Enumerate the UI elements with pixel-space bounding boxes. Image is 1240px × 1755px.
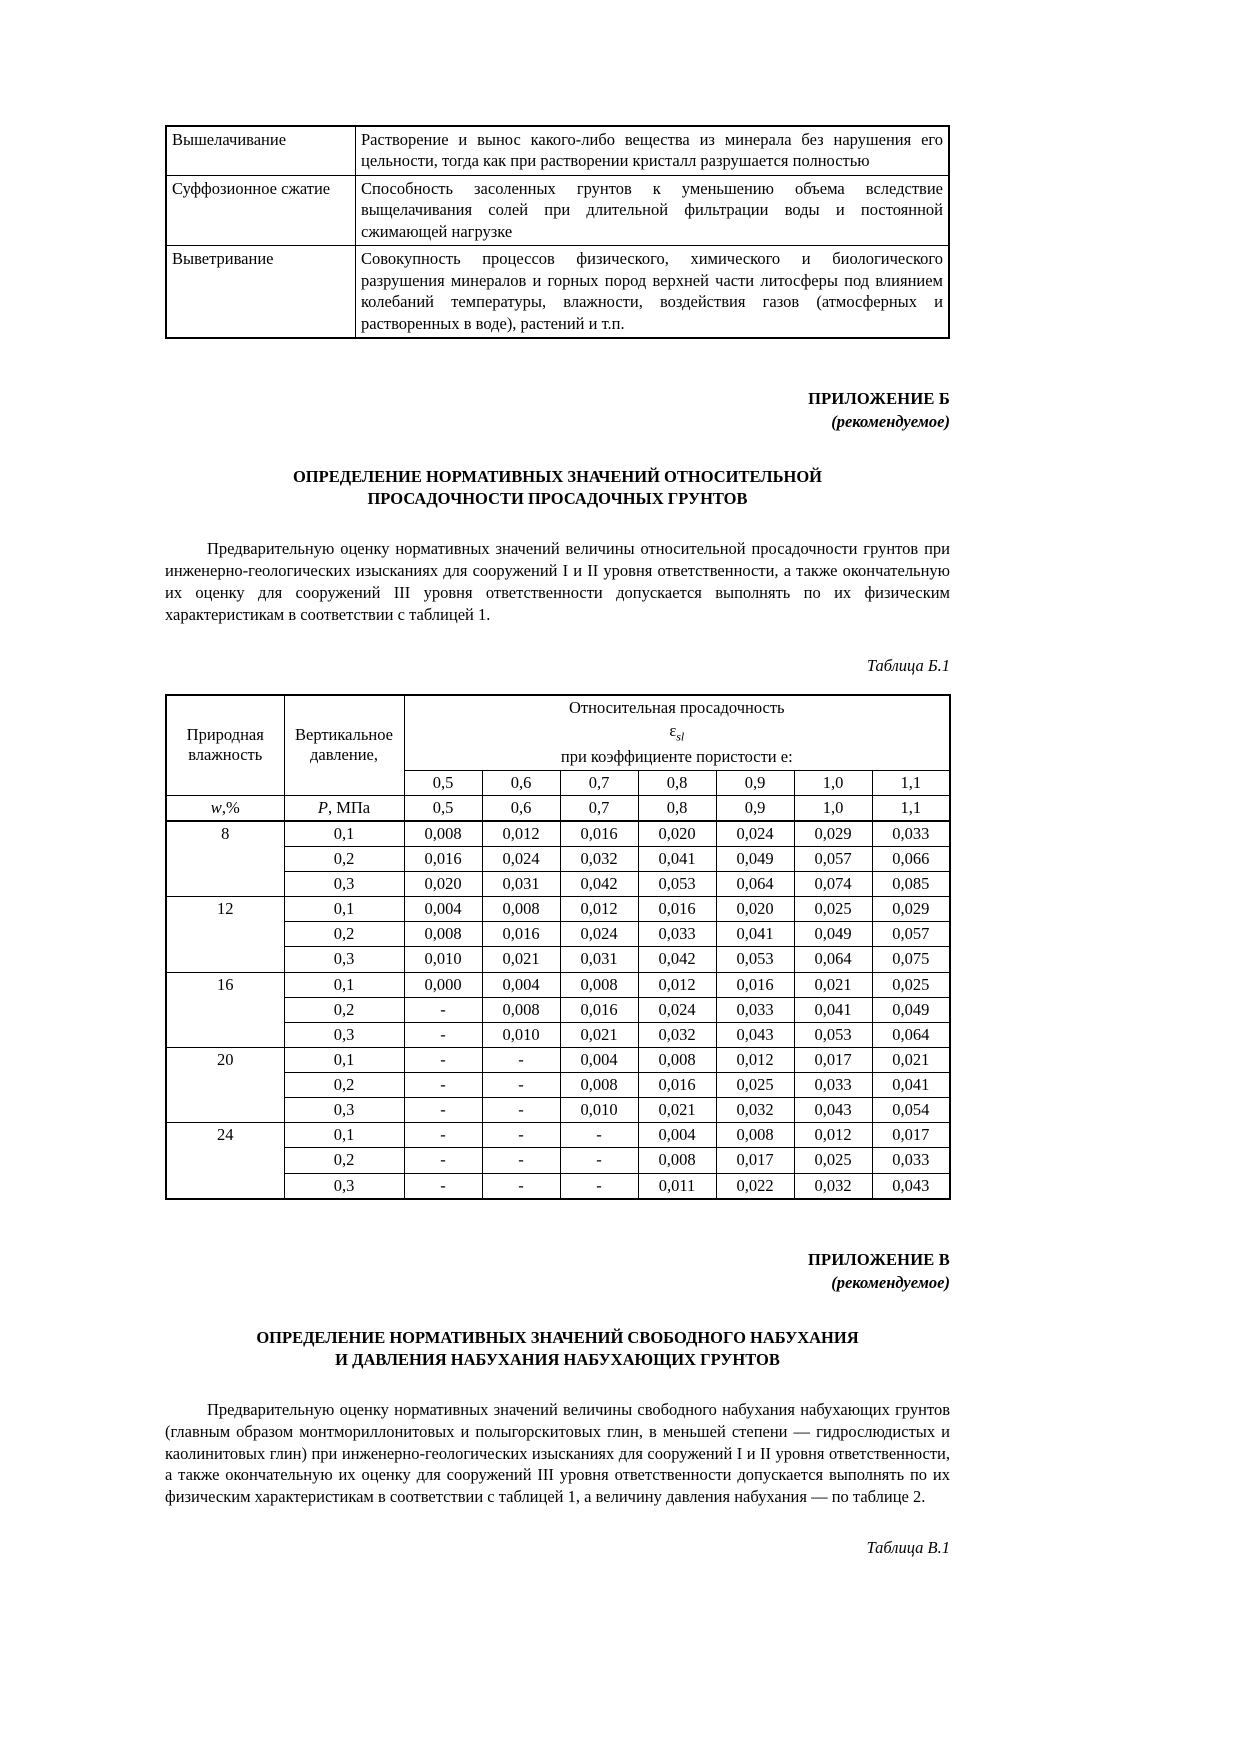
cell-subsidence-value: 0,049 — [716, 846, 794, 871]
cell-pressure: 0,1 — [284, 821, 404, 847]
cell-subsidence-value: 0,033 — [872, 821, 950, 847]
cell-pressure: 0,1 — [284, 972, 404, 997]
cell-subsidence-value: 0,020 — [638, 821, 716, 847]
cell-subsidence-value: 0,004 — [638, 1123, 716, 1148]
header-e-value: 0,6 — [482, 770, 560, 795]
cell-subsidence-value: - — [560, 1173, 638, 1199]
header-e-value: 0,9 — [716, 795, 794, 821]
table-row — [166, 246, 949, 338]
cell-subsidence-value: 0,041 — [872, 1073, 950, 1098]
header-e-value: 1,1 — [872, 795, 950, 821]
header-e-value: 0,9 — [716, 770, 794, 795]
cell-subsidence-value: 0,020 — [716, 897, 794, 922]
cell-pressure: 0,1 — [284, 897, 404, 922]
header-vertical-pressure — [284, 695, 404, 796]
header-e-value: 0,8 — [638, 770, 716, 795]
cell-subsidence-value: 0,004 — [404, 897, 482, 922]
cell-subsidence-value: 0,025 — [716, 1073, 794, 1098]
table-b1-caption: Таблица Б.1 — [866, 655, 950, 675]
appendix-v-title-line2: И ДАВЛЕНИЯ НАБУХАНИЯ НАБУХАЮЩИХ ГРУНТОВ — [335, 1349, 780, 1369]
appendix-b-title-line2: ПРОСАДОЧНОСТИ ПРОСАДОЧНЫХ ГРУНТОВ — [367, 489, 748, 509]
page-content — [165, 125, 950, 1558]
cell-subsidence-value: 0,020 — [404, 872, 482, 897]
table-row — [166, 1123, 950, 1148]
cell-subsidence-value: 0,066 — [872, 846, 950, 871]
header-epsilon-symbol — [405, 721, 950, 744]
cell-pressure: 0,1 — [284, 1047, 404, 1072]
cell-subsidence-value: 0,010 — [404, 947, 482, 972]
cell-subsidence-value: - — [482, 1123, 560, 1148]
table-b1 — [165, 694, 951, 1200]
cell-pressure: 0,2 — [284, 997, 404, 1022]
cell-subsidence-value: 0,032 — [560, 846, 638, 871]
cell-subsidence-value: - — [404, 1173, 482, 1199]
cell-subsidence-value: 0,041 — [638, 846, 716, 871]
cell-subsidence-value: 0,016 — [638, 897, 716, 922]
cell-subsidence-value: 0,016 — [560, 997, 638, 1022]
table-row — [166, 922, 950, 947]
header-e-value: 0,5 — [404, 795, 482, 821]
cell-subsidence-value: 0,029 — [794, 821, 872, 847]
cell-subsidence-value: 0,041 — [794, 997, 872, 1022]
cell-pressure: 0,2 — [284, 922, 404, 947]
cell-subsidence-value: - — [482, 1173, 560, 1199]
header-relative-subsidence — [404, 695, 950, 771]
table-b1-header-row — [166, 695, 950, 771]
cell-subsidence-value: - — [404, 1047, 482, 1072]
header-natural-humidity-line2: влажность — [188, 745, 263, 765]
glossary-definition: Растворение и вынос какого-либо вещества из минерала без нарушения его цельности, тогда как при растворении кристалл разрушается полностью — [356, 126, 950, 175]
table-b1-wrapper — [165, 694, 950, 1200]
cell-subsidence-value: 0,031 — [482, 872, 560, 897]
table-row — [166, 897, 950, 922]
cell-subsidence-value: 0,041 — [716, 922, 794, 947]
appendix-b-label: ПРИЛОЖЕНИЕ Б — [808, 388, 950, 408]
cell-subsidence-value: - — [560, 1123, 638, 1148]
row-group-humidity: 12 — [166, 897, 284, 972]
cell-subsidence-value: 0,008 — [482, 897, 560, 922]
cell-subsidence-value: 0,008 — [716, 1123, 794, 1148]
row-group-humidity: 20 — [166, 1047, 284, 1122]
header-e-value: 1,0 — [794, 795, 872, 821]
appendix-b-paragraph: Предварительную оценку нормативных значений величины относительной просадочности грунтов при инженерно-геологических изысканиях для сооружений I и II уровня ответственности, а также окончательную их оценку для сооружений III уровня ответственности допускается выполнять по их физическим характеристикам в соответствии с таблицей 1. — [165, 539, 950, 624]
cell-subsidence-value: 0,012 — [560, 897, 638, 922]
cell-subsidence-value: 0,043 — [794, 1098, 872, 1123]
cell-subsidence-value: 0,021 — [872, 1047, 950, 1072]
cell-subsidence-value: 0,016 — [716, 972, 794, 997]
cell-subsidence-value: 0,057 — [794, 846, 872, 871]
header-relative-subsidence-inner — [405, 696, 950, 770]
cell-subsidence-value: 0,025 — [794, 1148, 872, 1173]
cell-pressure: 0,3 — [284, 1098, 404, 1123]
glossary-table — [165, 125, 950, 339]
cell-subsidence-value: 0,054 — [872, 1098, 950, 1123]
header-natural-humidity-line1: Природная — [186, 724, 264, 744]
cell-subsidence-value: 0,043 — [872, 1173, 950, 1199]
cell-subsidence-value: 0,024 — [638, 997, 716, 1022]
cell-subsidence-value: 0,049 — [872, 997, 950, 1022]
table-row — [166, 872, 950, 897]
cell-subsidence-value: 0,043 — [716, 1022, 794, 1047]
cell-subsidence-value: - — [560, 1148, 638, 1173]
table-row — [166, 1022, 950, 1047]
cell-subsidence-value: 0,033 — [872, 1148, 950, 1173]
header-vertical-pressure-line1: Вертикальное — [294, 724, 393, 744]
header-e-value: 0,5 — [404, 770, 482, 795]
table-b1-body — [166, 695, 950, 1199]
cell-subsidence-value: 0,053 — [794, 1022, 872, 1047]
cell-subsidence-value: 0,024 — [716, 821, 794, 847]
cell-subsidence-value: - — [482, 1098, 560, 1123]
cell-subsidence-value: 0,016 — [638, 1073, 716, 1098]
table-row — [166, 126, 949, 175]
table-row — [166, 997, 950, 1022]
table-row — [166, 1073, 950, 1098]
cell-subsidence-value: 0,064 — [794, 947, 872, 972]
glossary-term: Вышелачивание — [166, 126, 356, 175]
cell-subsidence-value: 0,021 — [560, 1022, 638, 1047]
cell-subsidence-value: 0,016 — [482, 922, 560, 947]
cell-subsidence-value: 0,012 — [716, 1047, 794, 1072]
cell-subsidence-value: 0,024 — [482, 846, 560, 871]
cell-subsidence-value: 0,074 — [794, 872, 872, 897]
cell-subsidence-value: 0,053 — [638, 872, 716, 897]
glossary-table-body — [166, 126, 949, 338]
appendix-v-label: ПРИЛОЖЕНИЕ В — [808, 1249, 950, 1269]
header-e-value: 1,0 — [794, 770, 872, 795]
cell-subsidence-value: 0,008 — [560, 1073, 638, 1098]
cell-subsidence-value: - — [482, 1047, 560, 1072]
appendix-v-status: (рекомендуемое) — [831, 1272, 950, 1292]
glossary-term: Выветривание — [166, 246, 356, 338]
cell-subsidence-value: 0,085 — [872, 872, 950, 897]
table-row — [166, 846, 950, 871]
cell-subsidence-value: 0,012 — [482, 821, 560, 847]
cell-subsidence-value: 0,042 — [560, 872, 638, 897]
appendix-v-paragraph: Предварительную оценку нормативных значений величины свободного набухания набухающих грунтов (главным образом монтмориллонитовых и полыгорскитовых глин, в меньшей степени — гидрослюдистых и каолинитовых глин) при инженерно-геологических изысканиях для сооружений I и II уровня ответственности, а также окончательную их оценку для сооружений III уровня ответственности допускается выполнять по их физическим характеристикам в соответствии с таблицей 1, а величину давления набухания — по таблице 2. — [165, 1400, 950, 1507]
cell-subsidence-value: 0,075 — [872, 947, 950, 972]
glossary-definition: Совокупность процессов физического, химического и биологического разрушения минералов и горных пород верхней части литосферы под влиянием колебаний температуры, влажности, воздействия газов (атмосферных и растворенных в воде), растений и т.п. — [356, 246, 950, 338]
table-row — [166, 972, 950, 997]
cell-subsidence-value: 0,011 — [638, 1173, 716, 1199]
cell-subsidence-value: 0,012 — [794, 1123, 872, 1148]
header-e-value: 0,6 — [482, 795, 560, 821]
cell-subsidence-value: 0,008 — [404, 922, 482, 947]
header-e-value: 1,1 — [872, 770, 950, 795]
table-row — [166, 1098, 950, 1123]
cell-subsidence-value: 0,024 — [560, 922, 638, 947]
cell-pressure: 0,2 — [284, 846, 404, 871]
cell-subsidence-value: 0,004 — [560, 1047, 638, 1072]
cell-subsidence-value: 0,012 — [638, 972, 716, 997]
cell-subsidence-value: 0,010 — [482, 1022, 560, 1047]
header-humidity-unit: w,% — [166, 795, 284, 821]
cell-subsidence-value: 0,017 — [716, 1148, 794, 1173]
header-natural-humidity — [166, 695, 284, 796]
cell-subsidence-value: - — [482, 1073, 560, 1098]
table-row — [166, 1173, 950, 1199]
epsilon-subscript: sl — [676, 728, 685, 743]
table-v1-caption: Таблица В.1 — [866, 1538, 950, 1558]
cell-subsidence-value: - — [482, 1148, 560, 1173]
cell-subsidence-value: - — [404, 1022, 482, 1047]
cell-subsidence-value: 0,033 — [638, 922, 716, 947]
cell-subsidence-value: 0,004 — [482, 972, 560, 997]
header-pressure-unit: P, МПа — [284, 795, 404, 821]
cell-pressure: 0,3 — [284, 872, 404, 897]
glossary-definition: Способность засоленных грунтов к уменьшению объема вследствие выщелачивания солей при длительной фильтрации воды и постоянной сжимающей нагрузке — [356, 175, 950, 245]
cell-subsidence-value: 0,000 — [404, 972, 482, 997]
cell-pressure: 0,1 — [284, 1123, 404, 1148]
header-e-value: 0,8 — [638, 795, 716, 821]
cell-subsidence-value: 0,008 — [560, 972, 638, 997]
glossary-term: Суффозионное сжатие — [166, 175, 356, 245]
table-row — [166, 1148, 950, 1173]
cell-pressure: 0,3 — [284, 1173, 404, 1199]
cell-pressure: 0,3 — [284, 1022, 404, 1047]
cell-subsidence-value: 0,025 — [872, 972, 950, 997]
row-group-humidity: 24 — [166, 1123, 284, 1199]
cell-subsidence-value: 0,016 — [404, 846, 482, 871]
cell-subsidence-value: 0,033 — [716, 997, 794, 1022]
cell-subsidence-value: 0,021 — [794, 972, 872, 997]
cell-subsidence-value: 0,032 — [716, 1098, 794, 1123]
cell-pressure: 0,2 — [284, 1148, 404, 1173]
cell-subsidence-value: 0,022 — [716, 1173, 794, 1199]
cell-pressure: 0,2 — [284, 1073, 404, 1098]
cell-subsidence-value: 0,010 — [560, 1098, 638, 1123]
table-b1-units-row — [166, 795, 950, 821]
cell-subsidence-value: 0,053 — [716, 947, 794, 972]
header-vertical-pressure-line2: давление, — [310, 745, 378, 765]
cell-subsidence-value: 0,021 — [482, 947, 560, 972]
cell-subsidence-value: 0,049 — [794, 922, 872, 947]
header-e-value: 0,7 — [560, 795, 638, 821]
table-row — [166, 947, 950, 972]
cell-subsidence-value: 0,064 — [872, 1022, 950, 1047]
cell-subsidence-value: 0,057 — [872, 922, 950, 947]
cell-subsidence-value: 0,008 — [638, 1047, 716, 1072]
cell-subsidence-value: 0,029 — [872, 897, 950, 922]
cell-subsidence-value: 0,021 — [638, 1098, 716, 1123]
cell-subsidence-value: 0,032 — [794, 1173, 872, 1199]
cell-subsidence-value: 0,031 — [560, 947, 638, 972]
header-relative-subsidence-title: Относительная просадочность — [568, 697, 785, 717]
appendix-v-title-line1: ОПРЕДЕЛЕНИЕ НОРМАТИВНЫХ ЗНАЧЕНИЙ СВОБОДНОГО НАБУХАНИЯ — [256, 1327, 859, 1347]
appendix-b-title — [165, 466, 950, 511]
cell-subsidence-value: 0,042 — [638, 947, 716, 972]
appendix-b-status: (рекомендуемое) — [831, 411, 950, 431]
table-row — [166, 1047, 950, 1072]
cell-subsidence-value: 0,025 — [794, 897, 872, 922]
cell-subsidence-value: - — [404, 1123, 482, 1148]
cell-subsidence-value: - — [404, 1098, 482, 1123]
row-group-humidity: 16 — [166, 972, 284, 1047]
cell-subsidence-value: 0,017 — [794, 1047, 872, 1072]
cell-subsidence-value: 0,016 — [560, 821, 638, 847]
table-row — [166, 821, 950, 847]
appendix-b-title-line1: ОПРЕДЕЛЕНИЕ НОРМАТИВНЫХ ЗНАЧЕНИЙ ОТНОСИТЕЛЬНОЙ — [292, 466, 823, 486]
appendix-v-title — [165, 1327, 950, 1372]
row-group-humidity: 8 — [166, 821, 284, 897]
cell-subsidence-value: - — [404, 1148, 482, 1173]
cell-subsidence-value: 0,064 — [716, 872, 794, 897]
table-row — [166, 175, 949, 245]
cell-subsidence-value: - — [404, 997, 482, 1022]
cell-subsidence-value: 0,008 — [482, 997, 560, 1022]
header-porosity-note: при коэффициенте пористости e: — [560, 747, 793, 767]
header-e-value: 0,7 — [560, 770, 638, 795]
cell-subsidence-value: 0,008 — [638, 1148, 716, 1173]
cell-subsidence-value: 0,032 — [638, 1022, 716, 1047]
cell-subsidence-value: 0,033 — [794, 1073, 872, 1098]
cell-pressure: 0,3 — [284, 947, 404, 972]
cell-subsidence-value: - — [404, 1073, 482, 1098]
cell-subsidence-value: 0,008 — [404, 821, 482, 847]
cell-subsidence-value: 0,017 — [872, 1123, 950, 1148]
epsilon-glyph: ε — [669, 720, 677, 740]
